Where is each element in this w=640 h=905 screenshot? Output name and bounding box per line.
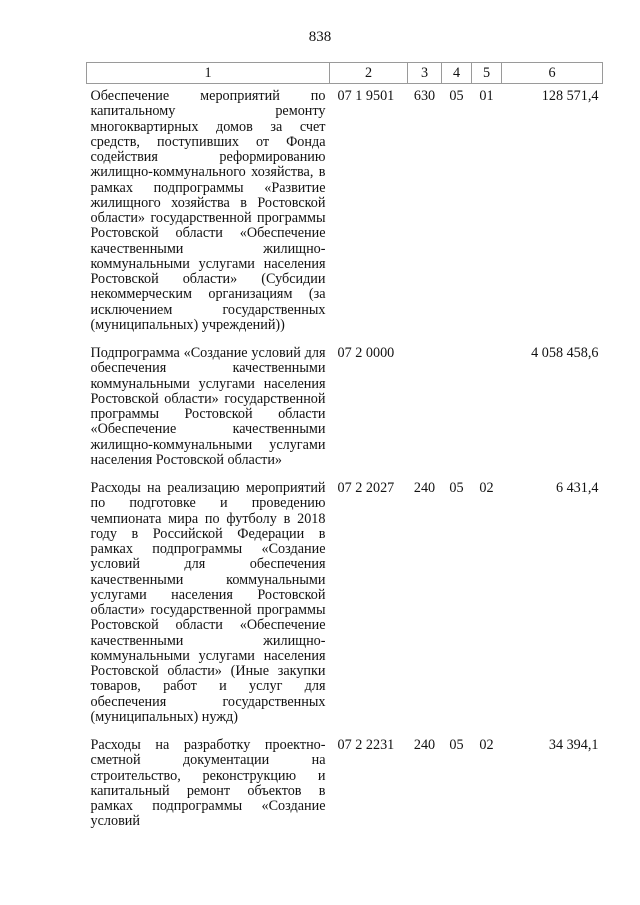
row-code: 07 1 9501 bbox=[337, 88, 395, 104]
column-header-rz: 4 bbox=[442, 63, 472, 84]
row-name: Подпрограмма «Создание условий для обеспечения качественными коммунальными услугами населения Ростовской области» государственной программы Ростовской области «Обеспечение качественными жилищно-коммунальными услугами населения Ростовской области» bbox=[90, 345, 326, 468]
table-header-row bbox=[87, 63, 603, 84]
table-row bbox=[87, 477, 603, 734]
row-sum: 34 394,1 bbox=[548, 737, 599, 753]
row-expense-type bbox=[408, 342, 442, 477]
row-sum: 128 571,4 bbox=[541, 88, 599, 104]
row-code: 07 2 2027 bbox=[337, 480, 395, 496]
row-section: 05 bbox=[449, 88, 464, 104]
row-section: 05 bbox=[449, 480, 464, 496]
row-name: Расходы на реализацию мероприятий по подготовке и проведению чемпионата мира по футболу в 2018 году в Российской Федерации в рамках подпрограммы «Создание условий для обеспечения качественными коммунальными услугами населения Ростовской области» государственной программы Ростовской области «Обеспечение качественными жилищно-коммунальными услугами населения Ростовской области» (Иные закупки товаров, работ и услуг для обеспечения государственных (муниципальных) нужд) bbox=[90, 480, 326, 725]
row-section bbox=[442, 342, 472, 477]
table-row bbox=[87, 342, 603, 477]
row-name: Обеспечение мероприятий по капитальному ремонту многоквартирных домов за счет средств, поступивших от Фонда содействия реформированию жилищно-коммунального хозяйства, в рамках подпрограммы «Развитие жилищного хозяйства в Ростовской области» государственной программы Ростовской области «Обеспечение качественными жилищно-коммунальными услугами населения Ростовской области» (Субсидии некоммерческим организациям (за исключением государственных (муниципальных) учреждений)) bbox=[90, 88, 326, 333]
row-subsection: 02 bbox=[479, 480, 494, 496]
row-expense-type: 240 bbox=[413, 737, 436, 753]
row-subsection: 01 bbox=[479, 88, 494, 104]
column-header-pr: 5 bbox=[472, 63, 502, 84]
page-number: 838 bbox=[308, 29, 332, 45]
row-code: 07 2 0000 bbox=[337, 345, 395, 361]
row-subsection bbox=[472, 342, 502, 477]
row-subsection: 02 bbox=[479, 737, 494, 753]
row-section: 05 bbox=[449, 737, 464, 753]
row-expense-type: 240 bbox=[413, 480, 436, 496]
column-header-name: 1 bbox=[87, 63, 330, 84]
column-header-code: 2 bbox=[330, 63, 408, 84]
column-header-vr: 3 bbox=[408, 63, 442, 84]
row-expense-type: 630 bbox=[413, 88, 436, 104]
row-sum: 6 431,4 bbox=[555, 480, 599, 496]
column-header-sum: 6 bbox=[502, 63, 603, 84]
row-sum: 4 058 458,6 bbox=[531, 345, 599, 361]
table-row bbox=[87, 84, 603, 343]
row-code: 07 2 2231 bbox=[337, 737, 395, 753]
row-name: Расходы на разработку проектно-сметной документации на строительство, реконструкцию и капитальный ремонт объектов в рамках подпрограммы «Создание условий bbox=[90, 737, 326, 830]
table-row bbox=[87, 734, 603, 839]
budget-table bbox=[86, 62, 603, 839]
